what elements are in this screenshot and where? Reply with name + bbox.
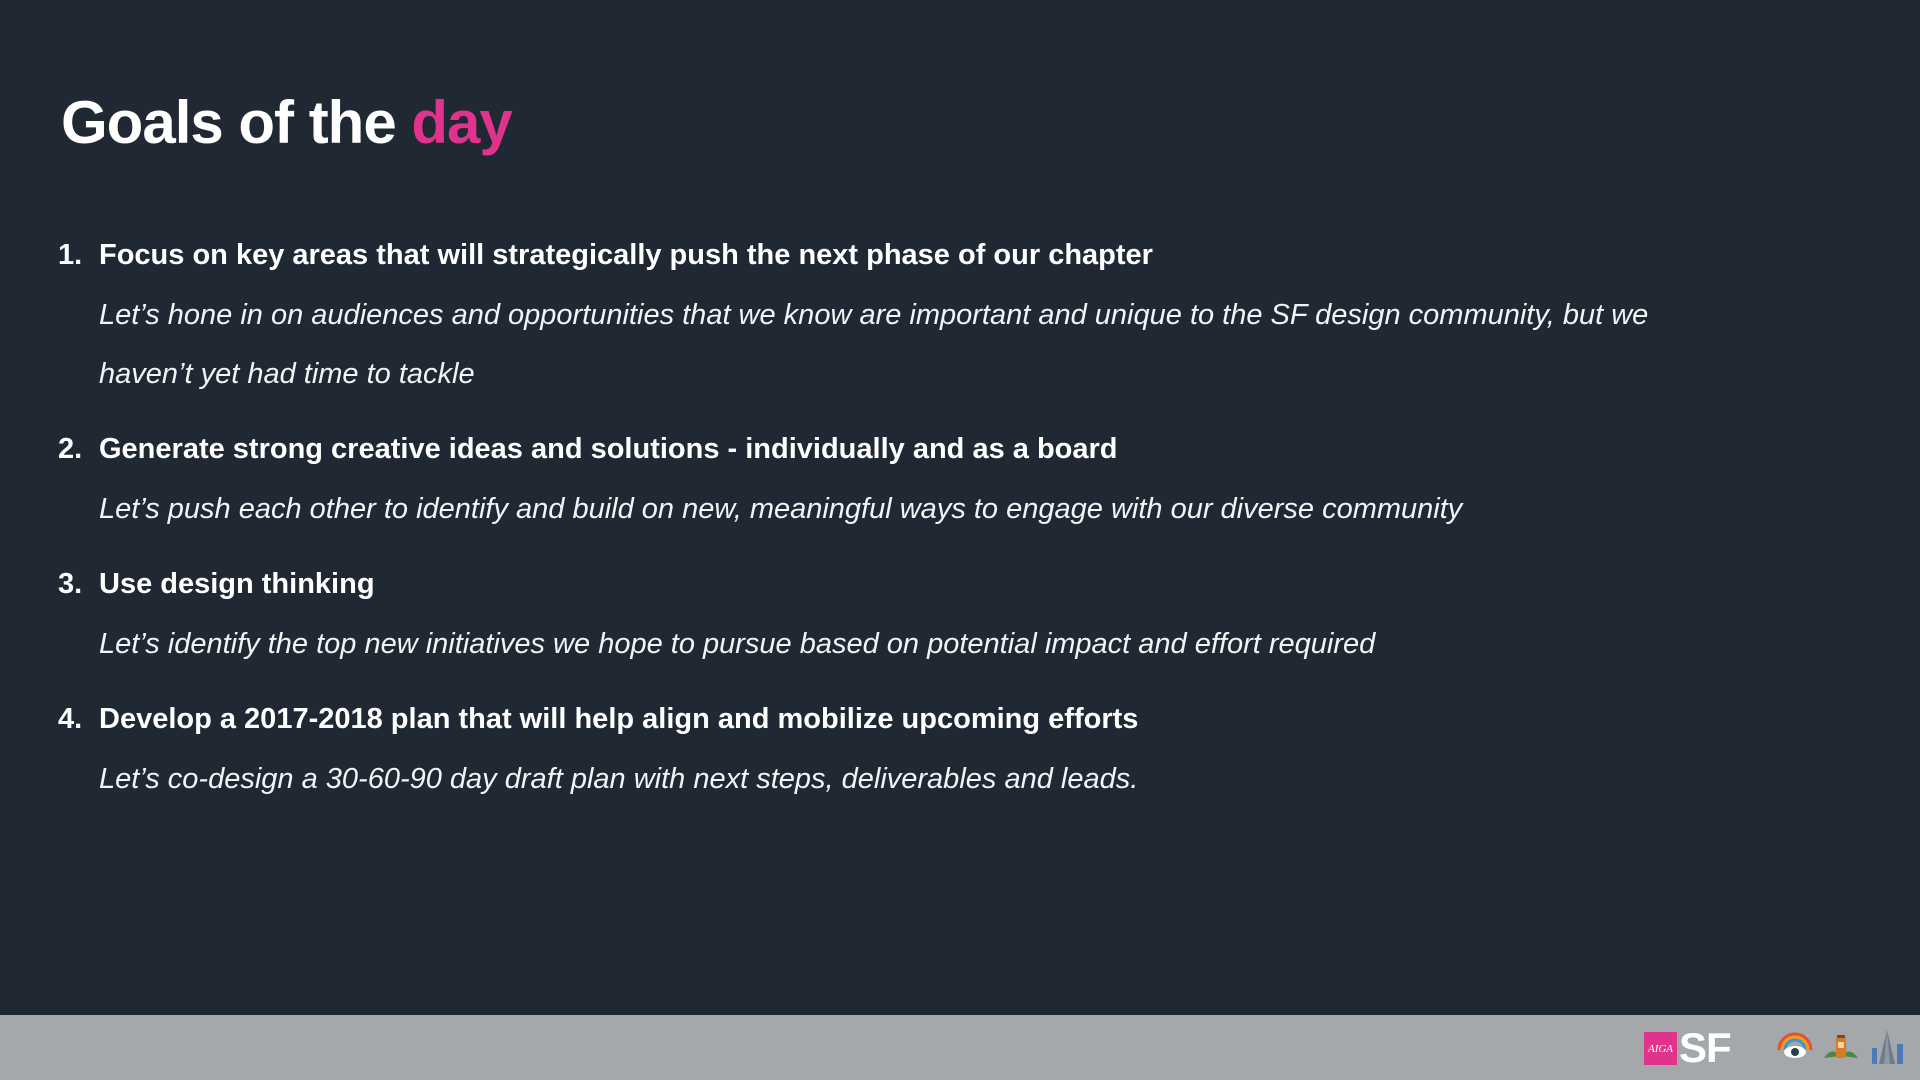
goal-heading-row xyxy=(58,696,1698,742)
goal-description: Let’s co-design a 30-60-90 day draft plan with next steps, deliverables and leads. xyxy=(99,763,1139,795)
goal-description: Let’s push each other to identify and build on new, meaningful ways to engage with our diverse community xyxy=(99,493,1463,525)
goal-number: 4. xyxy=(58,703,83,735)
sf-logo: SF xyxy=(1679,1024,1731,1071)
footer-bar xyxy=(0,1015,1920,1080)
goal-heading-row xyxy=(58,426,1698,472)
page-title xyxy=(61,88,512,157)
goal-number: 1. xyxy=(58,239,83,271)
list-item xyxy=(58,696,1698,809)
list-item xyxy=(58,232,1698,404)
list-item xyxy=(58,561,1698,674)
goal-heading: Focus on key areas that will strategically push the next phase of our chapter xyxy=(99,239,1153,271)
goal-heading-row xyxy=(58,232,1698,278)
title-accent: day xyxy=(411,89,512,156)
goal-number: 3. xyxy=(58,568,83,600)
goal-heading: Use design thinking xyxy=(99,568,375,600)
lantern-icon xyxy=(1822,1028,1860,1066)
eye-rainbow-icon xyxy=(1776,1028,1814,1066)
goal-number: 2. xyxy=(58,433,83,465)
goal-heading-row xyxy=(58,561,1698,607)
aiga-logo: AIGA xyxy=(1644,1032,1677,1065)
goal-description: Let’s hone in on audiences and opportunities that we know are important and unique to the SF design community, but we haven’t yet had time to tackle xyxy=(99,299,1649,390)
goal-heading: Generate strong creative ideas and solutions - individually and as a board xyxy=(99,433,1118,465)
tower-icon xyxy=(1868,1028,1906,1066)
list-item xyxy=(58,426,1698,539)
title-main: Goals of the xyxy=(61,89,412,156)
goals-list xyxy=(58,232,1698,831)
goal-description: Let’s identify the top new initiatives we hope to pursue based on potential impact and effort required xyxy=(99,628,1376,660)
footer-icons xyxy=(1776,1028,1906,1066)
goal-heading: Develop a 2017-2018 plan that will help align and mobilize upcoming efforts xyxy=(99,703,1139,735)
